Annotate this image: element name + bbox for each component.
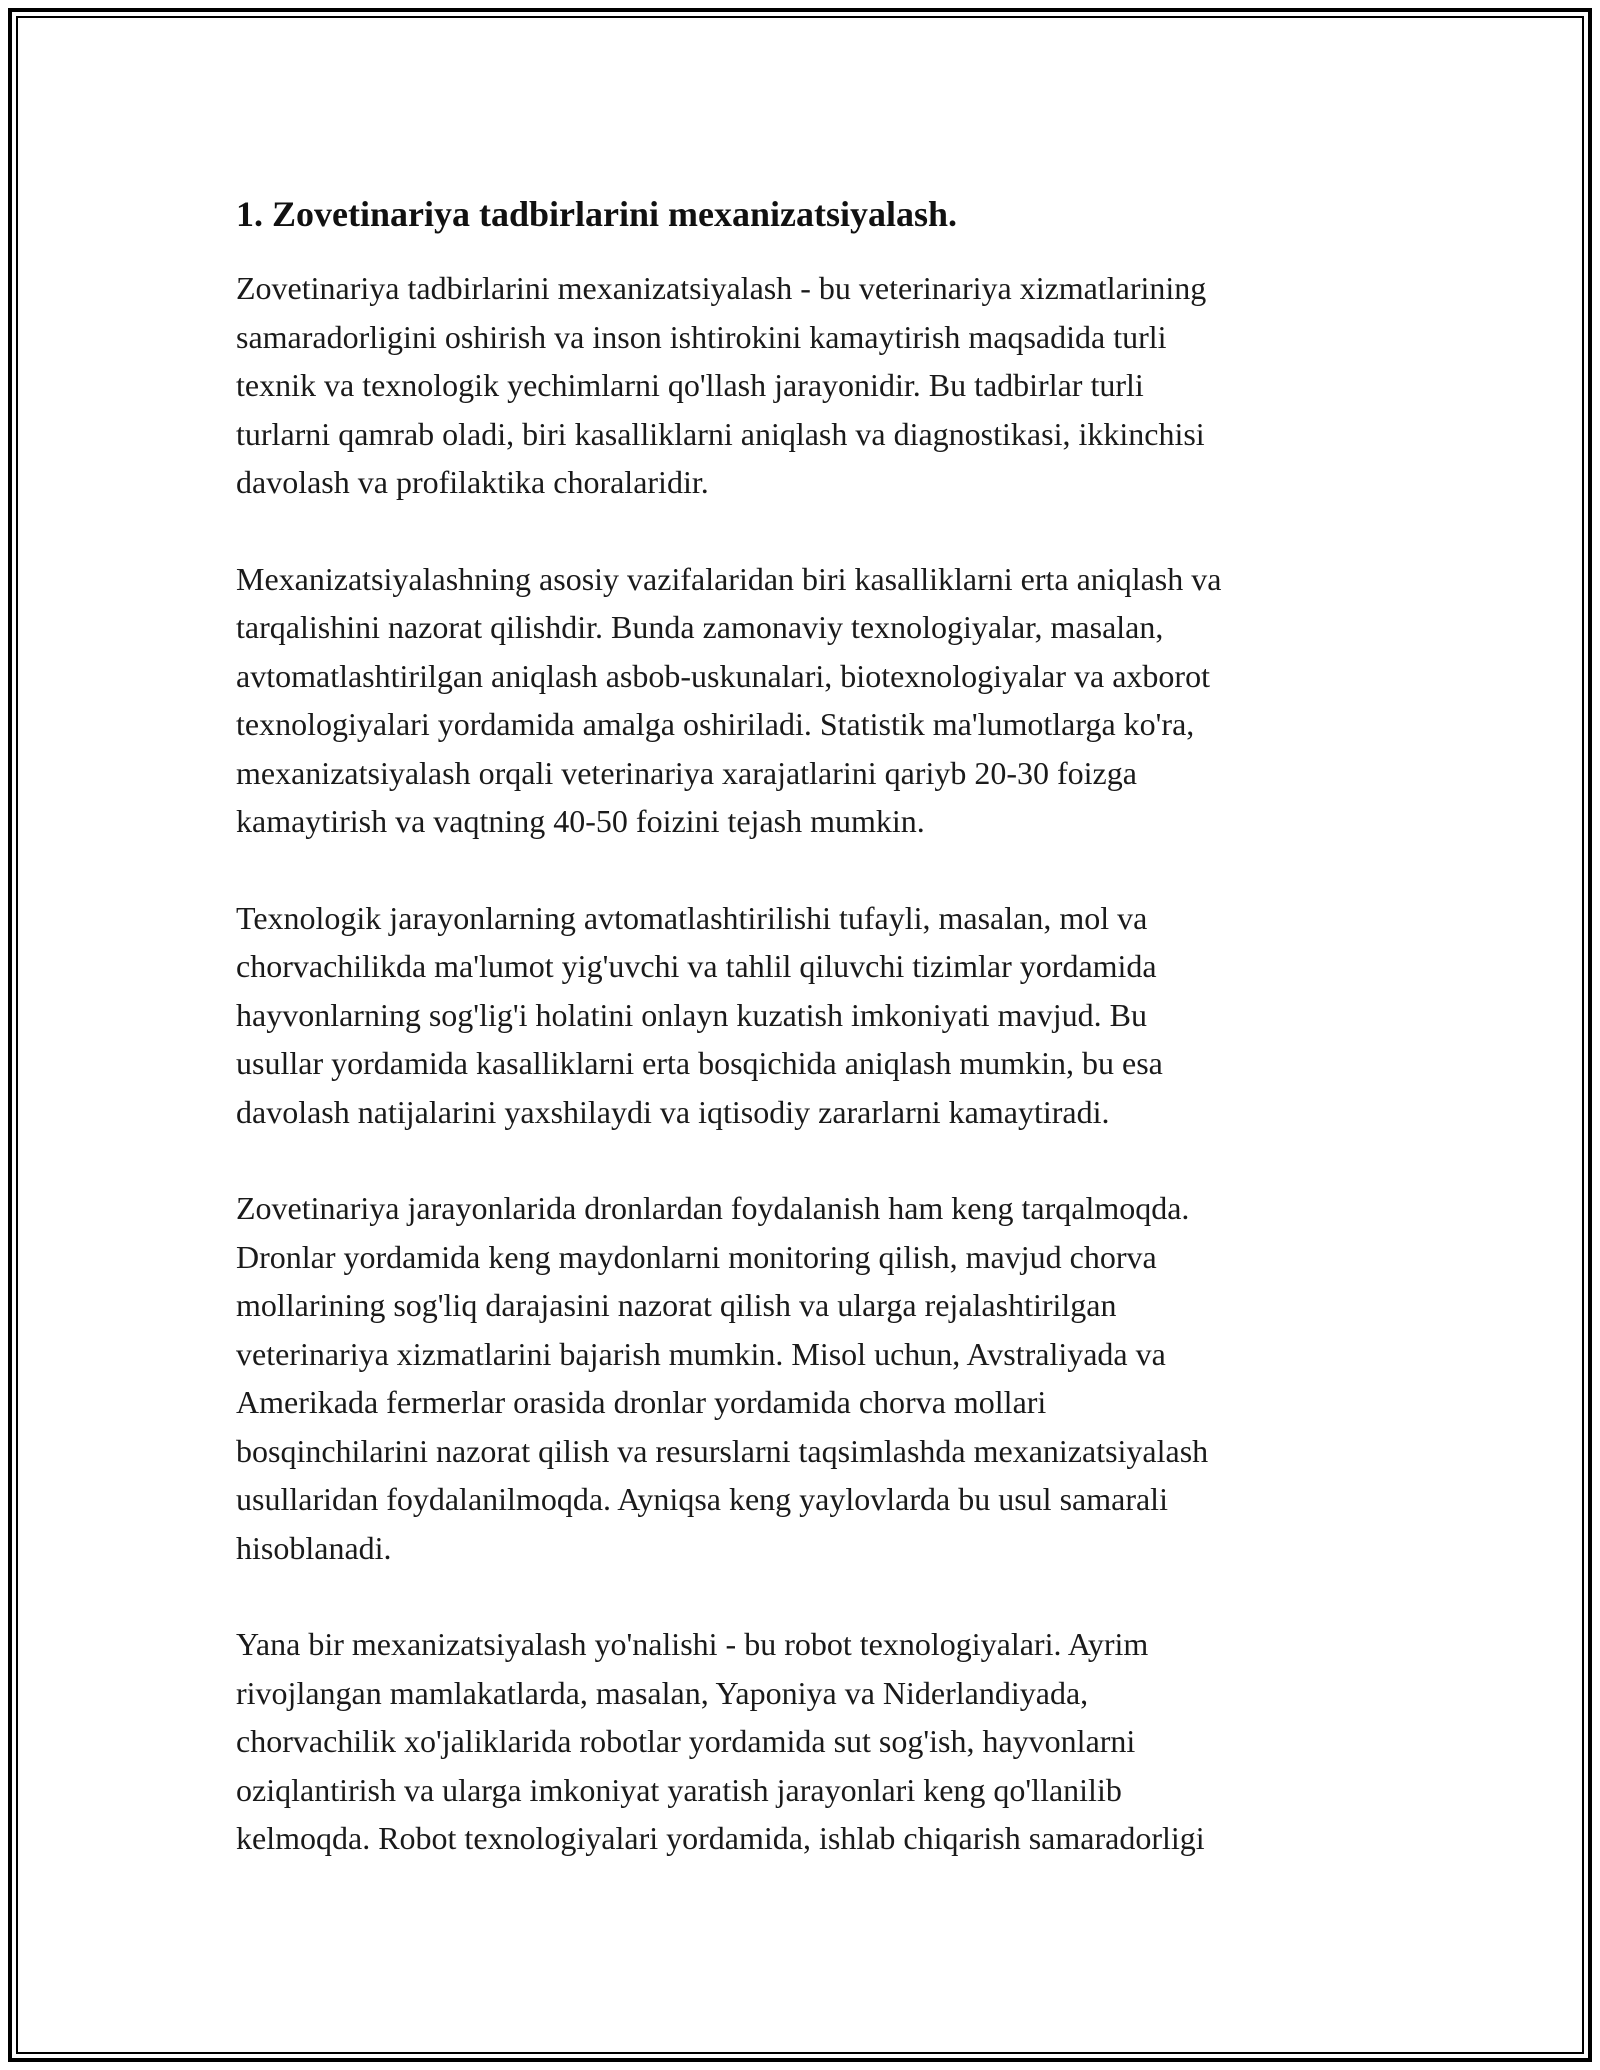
document-body — [236, 186, 1386, 1911]
text-line: kamaytirish va vaqtning 40-50 foizini tejash mumkin. — [236, 803, 925, 839]
paragraph-5 — [236, 1620, 1386, 1863]
text-line: usullar yordamida kasalliklarni erta bosqichida aniqlash mumkin, bu esa — [236, 1045, 1163, 1081]
text-line: mollarining sog'liq darajasini nazorat qilish va ularga rejalashtirilgan — [236, 1287, 1117, 1323]
text-line: avtomatlashtirilgan aniqlash asbob-uskunalari, biotexnologiyalar va axborot — [236, 657, 1210, 694]
text-line: davolash natijalarini yaxshilaydi va iqtisodiy zararlarni kamaytiradi. — [236, 1093, 1110, 1130]
text-line: veterinariya xizmatlarini bajarish mumkin. Misol uchun, Avstraliyada va — [236, 1335, 1166, 1372]
text-line: mexanizatsiyalash orqali veterinariya xarajatlarini qariyb 20-30 foizga — [236, 754, 1137, 791]
text-line: Mexanizatsiyalashning asosiy vazifalaridan biri kasalliklarni erta aniqlash va — [236, 560, 1222, 597]
text-line: tarqalishini nazorat qilishdir. Bunda zamonaviy texnologiyalar, masalan, — [236, 609, 1164, 645]
text-line: samaradorligini oshirish va inson ishtirokini kamaytirish maqsadida turli — [236, 318, 1167, 355]
text-line: Texnologik jarayonlarning avtomatlashtirilishi tufayli, masalan, mol va — [236, 899, 1148, 936]
text-line: Dronlar yordamida keng maydonlarni monitoring qilish, mavjud chorva — [236, 1238, 1157, 1275]
text-line: Zovetinariya jarayonlarida dronlardan foydalanish ham keng tarqalmoqda. — [236, 1190, 1190, 1226]
text-line: rivojlangan mamlakatlarda, masalan, Yaponiya va Niderlandiyada, — [236, 1674, 1089, 1711]
text-line: oziqlantirish va ularga imkoniyat yaratish jarayonlari keng qo'llanilib — [236, 1771, 1122, 1808]
paragraph-1 — [236, 264, 1386, 507]
paragraph-3 — [236, 894, 1386, 1137]
text-line: hayvonlarning sog'lig'i holatini onlayn kuzatish imkoniyati mavjud. Bu — [236, 996, 1147, 1033]
text-line: Zovetinariya tadbirlarini mexanizatsiyalash - bu veterinariya xizmatlarining — [236, 270, 1207, 306]
text-line: usullaridan foydalanilmoqda. Ayniqsa keng yaylovlarda bu usul samarali — [236, 1481, 1168, 1517]
text-line: hisoblanadi. — [236, 1529, 392, 1566]
text-line: bosqinchilarini nazorat qilish va resurslarni taqsimlashda mexanizatsiyalash — [236, 1432, 1209, 1469]
text-line: chorvachilik xo'jaliklarida robotlar yordamida sut sog'ish, hayvonlarni — [236, 1723, 1136, 1759]
text-line: texnologiyalari yordamida amalga oshiriladi. Statistik ma'lumotlarga ko'ra, — [236, 706, 1195, 742]
text-line: texnik va texnologik yechimlarni qo'llash jarayonidir. Bu tadbirlar turli — [236, 367, 1144, 403]
text-line: kelmoqda. Robot texnologiyalari yordamida, ishlab chiqarish samaradorligi — [236, 1820, 1205, 1856]
text-line: davolash va profilaktika choralaridir. — [236, 464, 709, 500]
text-line: turlarni qamrab oladi, biri kasalliklarni aniqlash va diagnostikasi, ikkinchisi — [236, 415, 1205, 452]
text-line: chorvachilikda ma'lumot yig'uvchi va tahlil qiluvchi tizimlar yordamida — [236, 948, 1157, 984]
paragraph-4 — [236, 1184, 1386, 1572]
text-line: Amerikada fermerlar orasida dronlar yordamida chorva mollari — [236, 1384, 1047, 1420]
section-heading: 1. Zovetinariya tadbirlarini mexanizatsiyalash. — [236, 194, 958, 234]
text-line: Yana bir mexanizatsiyalash yo'nalishi - bu robot texnologiyalari. Ayrim — [236, 1626, 1149, 1662]
paragraph-2 — [236, 555, 1386, 846]
